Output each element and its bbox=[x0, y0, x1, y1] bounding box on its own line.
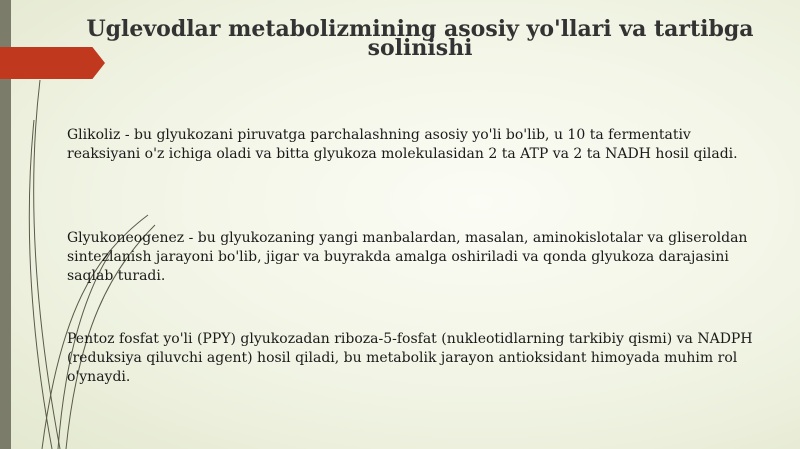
paragraph-gluconeogenesis: Glyukoneogenez - bu glyukozaning yangi manbalardan, masalan, aminokislotalar va gliseroldan sintezlanish jarayoni bo'lib, jigar va buyrakda amalga oshiriladi va qonda glyukoza darajasini saqlab turadi. bbox=[67, 230, 748, 284]
slide-title: Uglevodlar metabolizmining asosiy yo'llari va tartibga solinishi bbox=[86, 16, 754, 61]
paragraph-glycolysis: Glikoliz - bu glyukozani piruvatga parchalashning asosiy yo'li bo'lib, u 10 ta fermentativ reaksiyani o'z ichiga oladi va bitta glyukoza molekulasidan 2 ta ATP va 2 ta NADH hosil qiladi. bbox=[67, 127, 738, 162]
decorative-curve bbox=[29, 120, 52, 449]
decorative-curve bbox=[34, 80, 60, 449]
paragraph-pentose-phosphate: Pentoz fosfat yo'li (PPY) glyukozadan riboza-5-fosfat (nukleotidlarning tarkibiy qismi) va NADPH (reduksiya qiluvchi agent) hosil qiladi, bu metabolik jarayon antioksidant himoyada muhim rol o'ynaydi. bbox=[67, 331, 753, 385]
